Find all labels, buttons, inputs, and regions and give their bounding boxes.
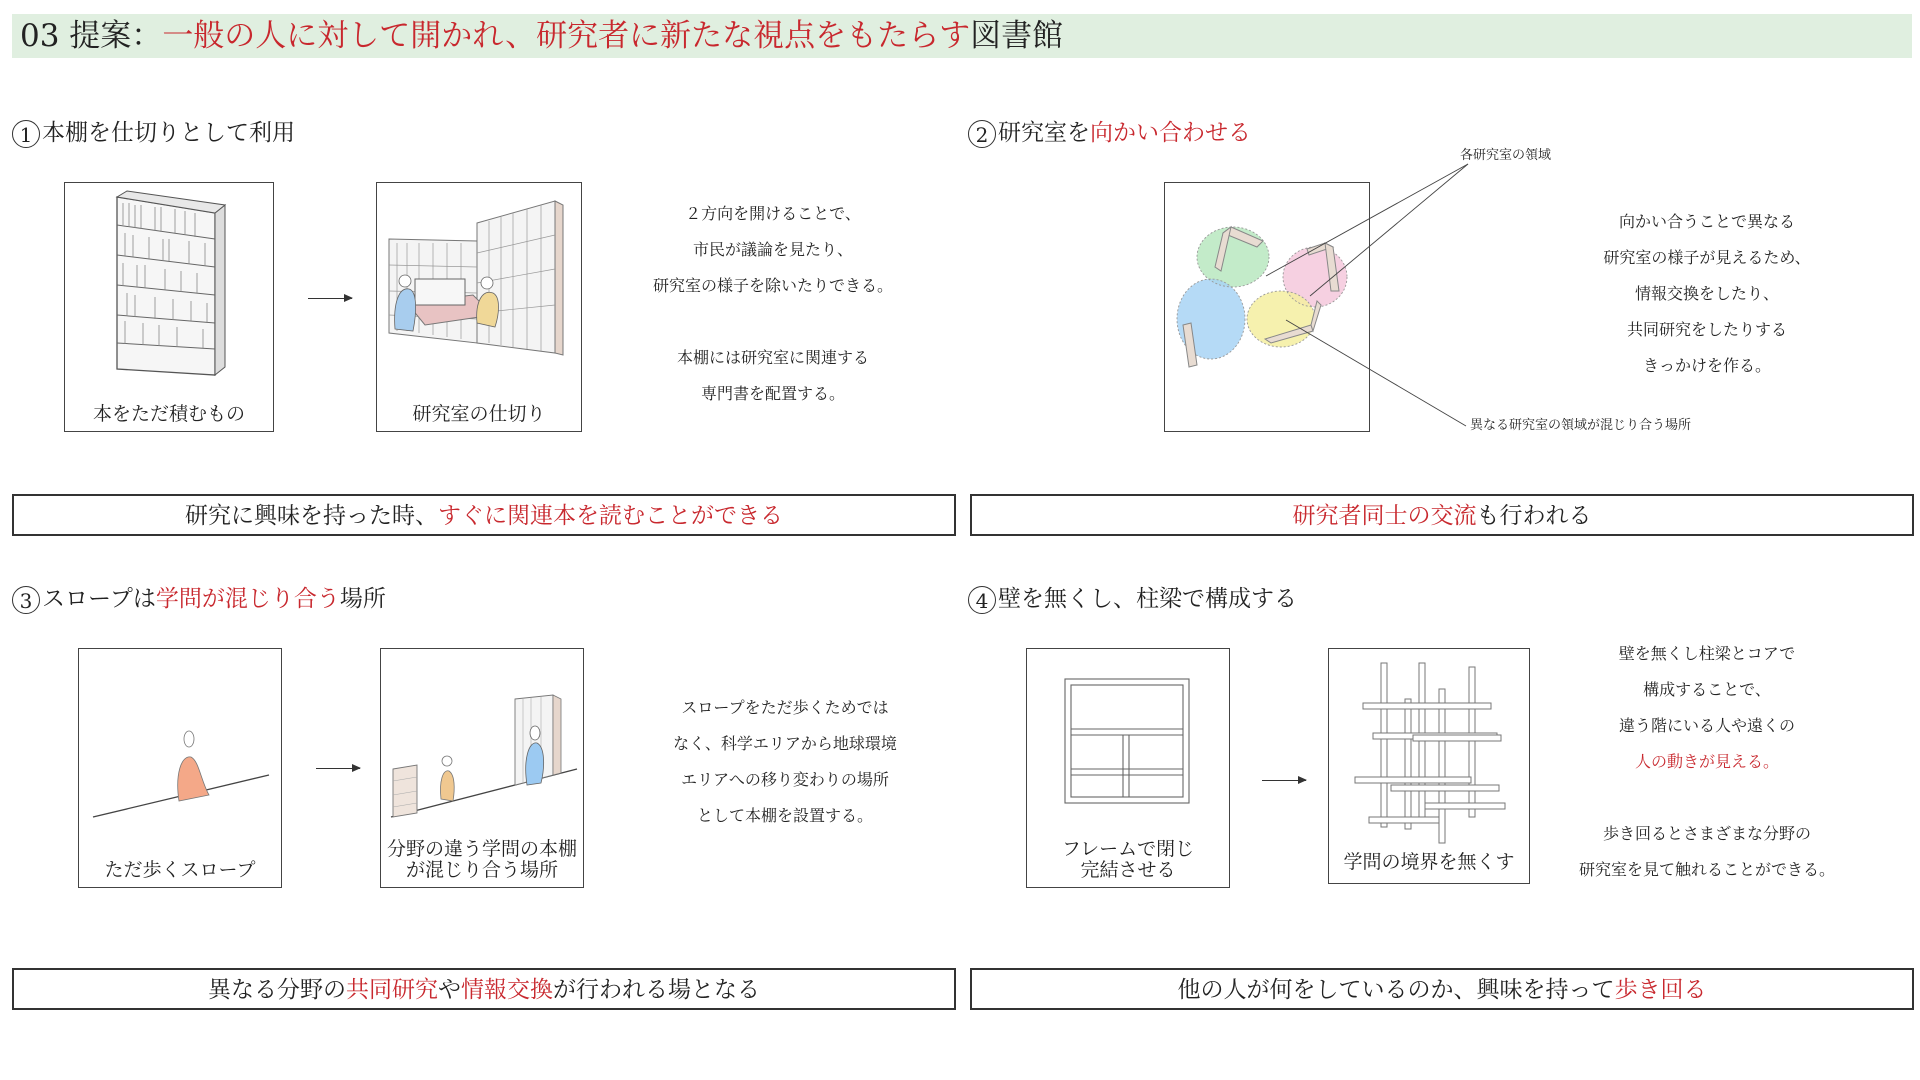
description-line: 研究室の様子が見えるため、	[1603, 248, 1811, 267]
description-spacer	[1542, 780, 1872, 816]
description-line: 歩き回るとさまざまな分野の	[1602, 824, 1811, 843]
section-1-summary	[12, 494, 956, 536]
section-2-title: 研究室を	[998, 120, 1090, 146]
section-3-description	[610, 690, 960, 834]
description-line: 違う階にいる人や遠くの	[1618, 716, 1795, 735]
caption-line: が混じり合う場所	[405, 859, 558, 881]
description-line: 専門書を配置する。	[700, 384, 845, 403]
summary-text: 異なる分野の	[208, 977, 346, 1003]
title-suffix: 図書館	[970, 18, 1064, 54]
section-4-summary	[970, 968, 1914, 1010]
study-room-illustration	[377, 183, 581, 431]
section-4-title: 壁を無くし、柱梁で構成する	[998, 586, 1297, 612]
description-line: 構成することで、	[1643, 680, 1771, 699]
description-highlight: 人の動きが見える。	[1634, 752, 1779, 771]
description-line: きっかけを作る。	[1642, 356, 1771, 375]
caption-line: フレームで閉じ	[1061, 838, 1195, 860]
description-line: 共同研究をしたりする	[1626, 320, 1787, 339]
arrow-right-icon	[316, 768, 360, 769]
section-3-title-end: 場所	[339, 586, 386, 612]
open-grid-illustration	[1329, 649, 1529, 883]
section-1-heading	[12, 118, 295, 148]
title-highlight: 一般の人に対して開かれ、研究者に新たな視点をもたらす	[162, 18, 971, 54]
description-line: として本棚を設置する。	[696, 806, 873, 825]
bookshelf-panel	[64, 182, 274, 432]
summary-highlight: 情報交換	[461, 977, 553, 1003]
section-number: 3	[12, 586, 40, 614]
section-2-summary	[970, 494, 1914, 536]
section-4-description	[1542, 636, 1872, 888]
summary-highlight: 共同研究	[346, 977, 438, 1003]
description-line: 壁を無くし柱梁とコアで	[1618, 644, 1796, 663]
description-line: 市民が議論を見たり、	[692, 240, 853, 259]
frame-panel	[1026, 648, 1230, 888]
description-line: スロープをただ歩くためでは	[681, 698, 889, 717]
summary-text: も行われる	[1476, 503, 1592, 529]
section-2-heading	[968, 118, 1251, 148]
description-line: 本棚には研究室に関連する	[676, 348, 869, 367]
summary-text: 研究に興味を持った時、	[185, 503, 438, 529]
slope-bookshelf-panel	[380, 648, 584, 888]
section-4-heading	[968, 584, 1297, 614]
annotation-lab-area: 各研究室の領域	[1460, 148, 1552, 163]
caption-line: 分野の違う学問の本棚	[386, 838, 577, 860]
panel-caption	[381, 839, 583, 881]
slope-panel	[78, 648, 282, 888]
description-line: ２方向を開けることで、	[685, 204, 861, 223]
summary-text: 他の人が何をしているのか、興味を持って	[1177, 977, 1615, 1003]
panel-caption	[1027, 839, 1229, 881]
section-number: 2	[968, 120, 996, 148]
section-3-title: スロープは	[42, 586, 156, 612]
description-line: 研究室の様子を除いたりできる。	[652, 276, 893, 295]
section-number: 4	[968, 586, 996, 614]
arrow-right-icon	[1262, 780, 1306, 781]
section-3-title-highlight: 学問が混じり合う	[155, 586, 340, 612]
caption-line: 完結させる	[1080, 859, 1176, 881]
description-line: 情報交換をしたり、	[1634, 284, 1779, 303]
study-room-panel	[376, 182, 582, 432]
facing-labs-diagram	[1165, 183, 1369, 431]
arrow-right-icon	[308, 298, 352, 299]
section-1-description	[598, 196, 948, 412]
description-spacer	[598, 304, 948, 340]
page-title	[20, 15, 1063, 57]
slope-illustration	[79, 649, 281, 887]
summary-text: や	[438, 977, 461, 1003]
summary-text: が行われる場となる	[553, 977, 760, 1003]
section-2-title-highlight: 向かい合わせる	[1090, 120, 1251, 146]
section-1-title: 本棚を仕切りとして利用	[42, 120, 295, 146]
panel-caption: 研究室の仕切り	[412, 403, 546, 425]
description-line: なく、科学エリアから地球環境	[673, 734, 897, 753]
summary-highlight: 研究者同士の交流	[1292, 503, 1477, 529]
annotation-mixing-area: 異なる研究室の領域が混じり合う場所	[1470, 418, 1692, 433]
panel-caption: 学問の境界を無くす	[1343, 851, 1515, 873]
section-3-summary	[12, 968, 956, 1010]
summary-highlight: すぐに関連本を読むことができる	[438, 503, 783, 529]
section-2-description	[1542, 204, 1872, 384]
section-number: 1	[12, 120, 40, 148]
summary-highlight: 歩き回る	[1614, 977, 1707, 1003]
panel-caption: 本をただ積むもの	[92, 403, 245, 425]
open-grid-panel	[1328, 648, 1530, 884]
panel-caption: ただ歩くスロープ	[104, 859, 256, 881]
facing-labs-panel	[1164, 182, 1370, 432]
bookshelf-illustration	[65, 183, 273, 431]
title-prefix: 03 提案：	[20, 18, 163, 54]
description-line: エリアへの移り変わりの場所	[681, 770, 889, 789]
section-3-heading	[12, 584, 386, 614]
description-line: 向かい合うことで異なる	[1618, 212, 1795, 231]
description-line: 研究室を見て触れることができる。	[1578, 860, 1835, 879]
